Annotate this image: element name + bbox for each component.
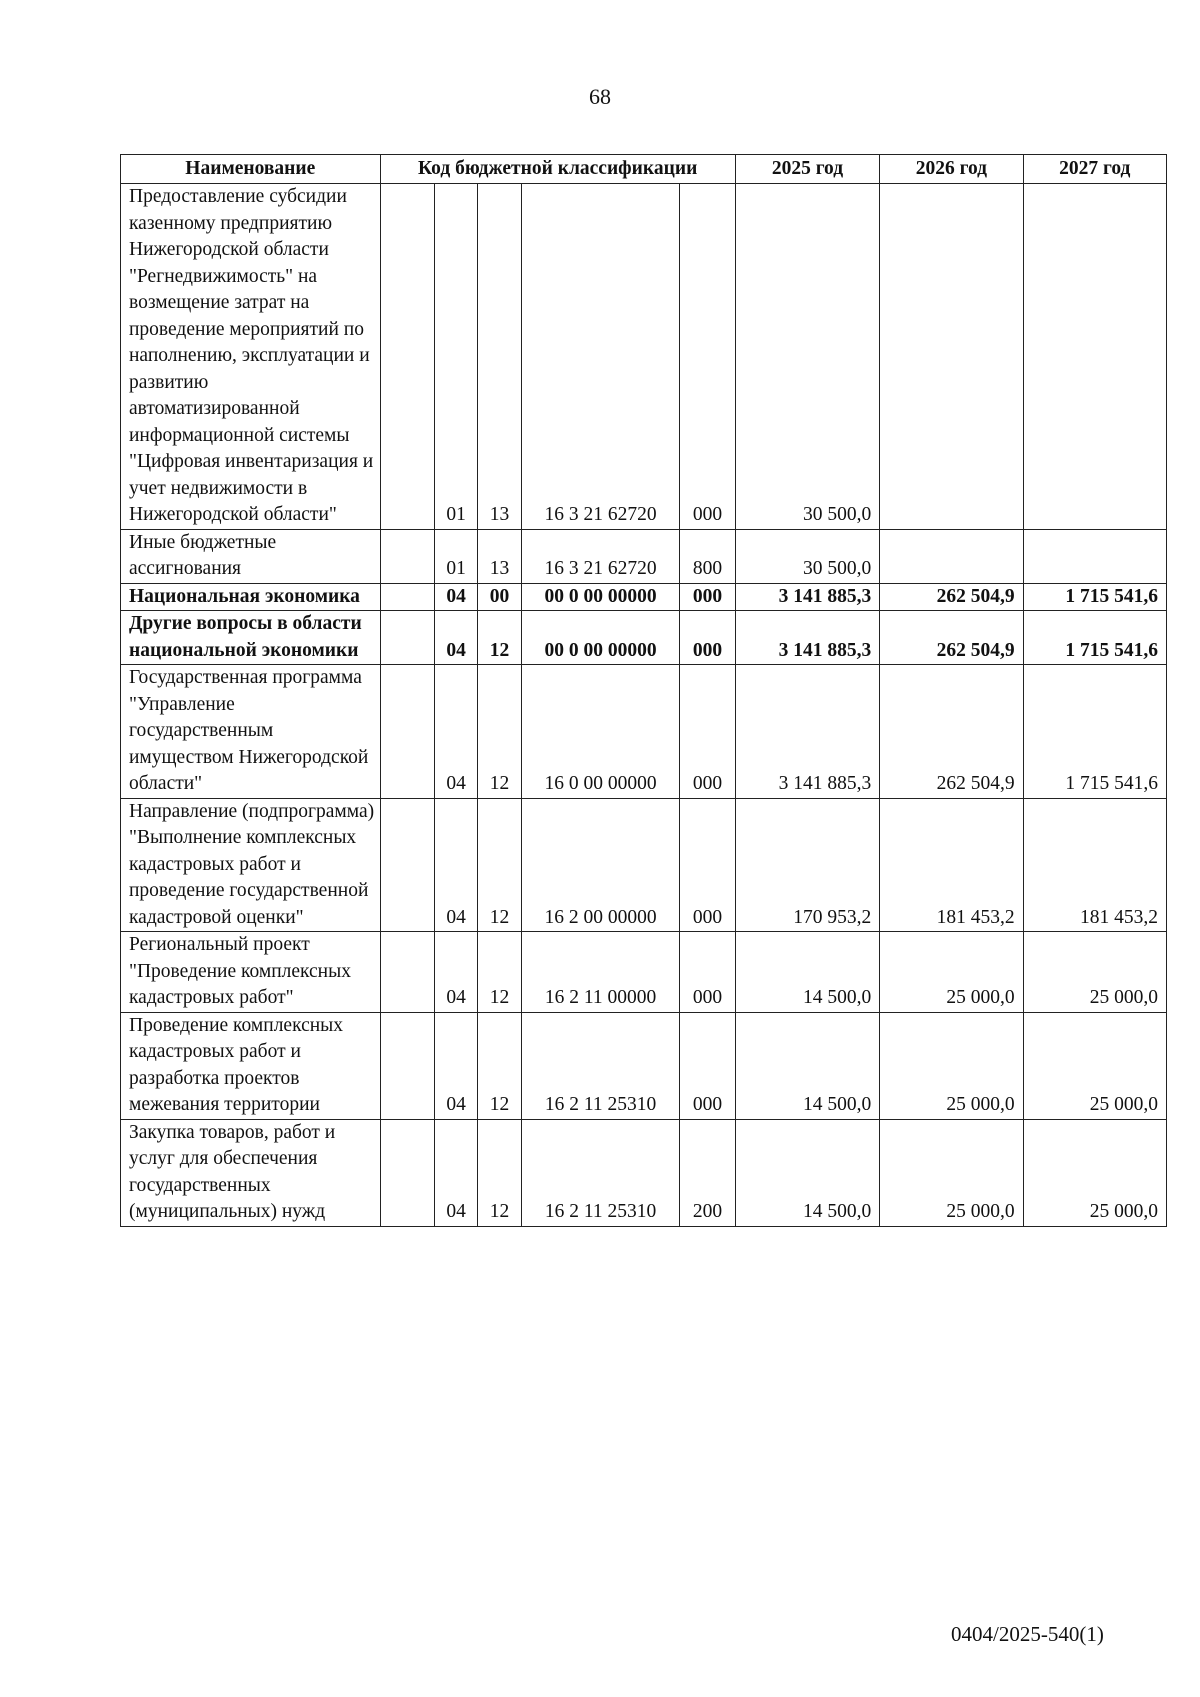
code-expense-type: 000 <box>680 611 735 665</box>
code-blank <box>380 184 434 530</box>
code-expense-type: 000 <box>680 184 735 530</box>
amount-2026: 181 453,2 <box>880 798 1023 932</box>
code-subsection: 12 <box>478 611 521 665</box>
code-target-article: 16 2 11 25310 <box>521 1012 680 1119</box>
code-expense-type: 000 <box>680 1012 735 1119</box>
code-blank <box>380 611 434 665</box>
code-expense-type: 000 <box>680 932 735 1013</box>
amount-2026: 25 000,0 <box>880 932 1023 1013</box>
table-row <box>121 1119 1167 1226</box>
table-row <box>121 932 1167 1013</box>
amount-2025: 3 141 885,3 <box>735 611 879 665</box>
document-code: 0404/2025-540(1) <box>951 1622 1104 1646</box>
amount-2025: 3 141 885,3 <box>735 665 879 799</box>
amount-2027 <box>1023 184 1166 530</box>
code-section: 04 <box>434 1012 477 1119</box>
row-name: Другие вопросы в области национальной экономики <box>121 611 381 665</box>
code-subsection: 13 <box>478 184 521 530</box>
code-subsection: 12 <box>478 1012 521 1119</box>
row-name: Закупка товаров, работ и услуг для обеспечения государственных (муниципальных) нужд <box>121 1119 381 1226</box>
table-row <box>121 529 1167 583</box>
code-subsection: 12 <box>478 932 521 1013</box>
row-name: Региональный проект "Проведение комплексных кадастровых работ" <box>121 932 381 1013</box>
amount-2025: 3 141 885,3 <box>735 583 879 611</box>
code-target-article: 00 0 00 00000 <box>521 611 680 665</box>
code-expense-type: 000 <box>680 665 735 799</box>
budget-table <box>120 154 1167 1227</box>
row-name: Проведение комплексных кадастровых работ и разработка проектов межевания территории <box>121 1012 381 1119</box>
code-blank <box>380 583 434 611</box>
code-subsection: 12 <box>478 1119 521 1226</box>
code-section: 04 <box>434 665 477 799</box>
amount-2027: 1 715 541,6 <box>1023 665 1166 799</box>
code-target-article: 00 0 00 00000 <box>521 583 680 611</box>
amount-2025: 30 500,0 <box>735 184 879 530</box>
table-row <box>121 184 1167 530</box>
amount-2026 <box>880 529 1023 583</box>
row-name: Предоставление субсидии казенному предприятию Нижегородской области "Регнедвижимость" на возмещение затрат на проведение мероприятий по наполнению, эксплуатации и развитию автоматизированной информационной системы "Цифровая инвентаризация и учет недвижимости в Нижегородской области" <box>121 184 381 530</box>
code-blank <box>380 932 434 1013</box>
code-subsection: 12 <box>478 665 521 799</box>
table-header <box>121 155 1167 184</box>
table-row <box>121 798 1167 932</box>
code-subsection: 00 <box>478 583 521 611</box>
header-2025: 2025 год <box>735 155 879 184</box>
header-2026: 2026 год <box>880 155 1023 184</box>
code-subsection: 13 <box>478 529 521 583</box>
table-row <box>121 1012 1167 1119</box>
code-section: 01 <box>434 529 477 583</box>
row-name: Направление (подпрограмма) "Выполнение комплексных кадастровых работ и проведение государственной кадастровой оценки" <box>121 798 381 932</box>
page-number: 68 <box>589 84 611 109</box>
amount-2027 <box>1023 529 1166 583</box>
amount-2026 <box>880 184 1023 530</box>
code-blank <box>380 1119 434 1226</box>
amount-2027: 181 453,2 <box>1023 798 1166 932</box>
amount-2026: 25 000,0 <box>880 1012 1023 1119</box>
header-2027: 2027 год <box>1023 155 1166 184</box>
code-section: 04 <box>434 1119 477 1226</box>
code-blank <box>380 665 434 799</box>
row-name: Иные бюджетные ассигнования <box>121 529 381 583</box>
amount-2026: 262 504,9 <box>880 583 1023 611</box>
amount-2026: 262 504,9 <box>880 611 1023 665</box>
code-section: 01 <box>434 184 477 530</box>
amount-2025: 14 500,0 <box>735 932 879 1013</box>
code-expense-type: 800 <box>680 529 735 583</box>
amount-2027: 25 000,0 <box>1023 932 1166 1013</box>
code-blank <box>380 1012 434 1119</box>
amount-2027: 25 000,0 <box>1023 1119 1166 1226</box>
amount-2025: 14 500,0 <box>735 1012 879 1119</box>
amount-2026: 25 000,0 <box>880 1119 1023 1226</box>
amount-2026: 262 504,9 <box>880 665 1023 799</box>
table-row <box>121 583 1167 611</box>
code-section: 04 <box>434 932 477 1013</box>
code-target-article: 16 2 11 25310 <box>521 1119 680 1226</box>
amount-2027: 1 715 541,6 <box>1023 611 1166 665</box>
code-target-article: 16 3 21 62720 <box>521 184 680 530</box>
row-name: Государственная программа "Управление государственным имуществом Нижегородской области" <box>121 665 381 799</box>
code-expense-type: 000 <box>680 583 735 611</box>
amount-2027: 25 000,0 <box>1023 1012 1166 1119</box>
code-target-article: 16 3 21 62720 <box>521 529 680 583</box>
code-target-article: 16 0 00 00000 <box>521 665 680 799</box>
code-target-article: 16 2 11 00000 <box>521 932 680 1013</box>
code-section: 04 <box>434 611 477 665</box>
table-row <box>121 665 1167 799</box>
amount-2027: 1 715 541,6 <box>1023 583 1166 611</box>
row-name: Национальная экономика <box>121 583 381 611</box>
table-row <box>121 611 1167 665</box>
code-section: 04 <box>434 798 477 932</box>
header-name: Наименование <box>121 155 381 184</box>
code-section: 04 <box>434 583 477 611</box>
code-subsection: 12 <box>478 798 521 932</box>
header-code: Код бюджетной классификации <box>380 155 735 184</box>
amount-2025: 170 953,2 <box>735 798 879 932</box>
code-expense-type: 000 <box>680 798 735 932</box>
table-body <box>121 184 1167 1227</box>
code-target-article: 16 2 00 00000 <box>521 798 680 932</box>
amount-2025: 14 500,0 <box>735 1119 879 1226</box>
code-blank <box>380 529 434 583</box>
code-blank <box>380 798 434 932</box>
amount-2025: 30 500,0 <box>735 529 879 583</box>
code-expense-type: 200 <box>680 1119 735 1226</box>
